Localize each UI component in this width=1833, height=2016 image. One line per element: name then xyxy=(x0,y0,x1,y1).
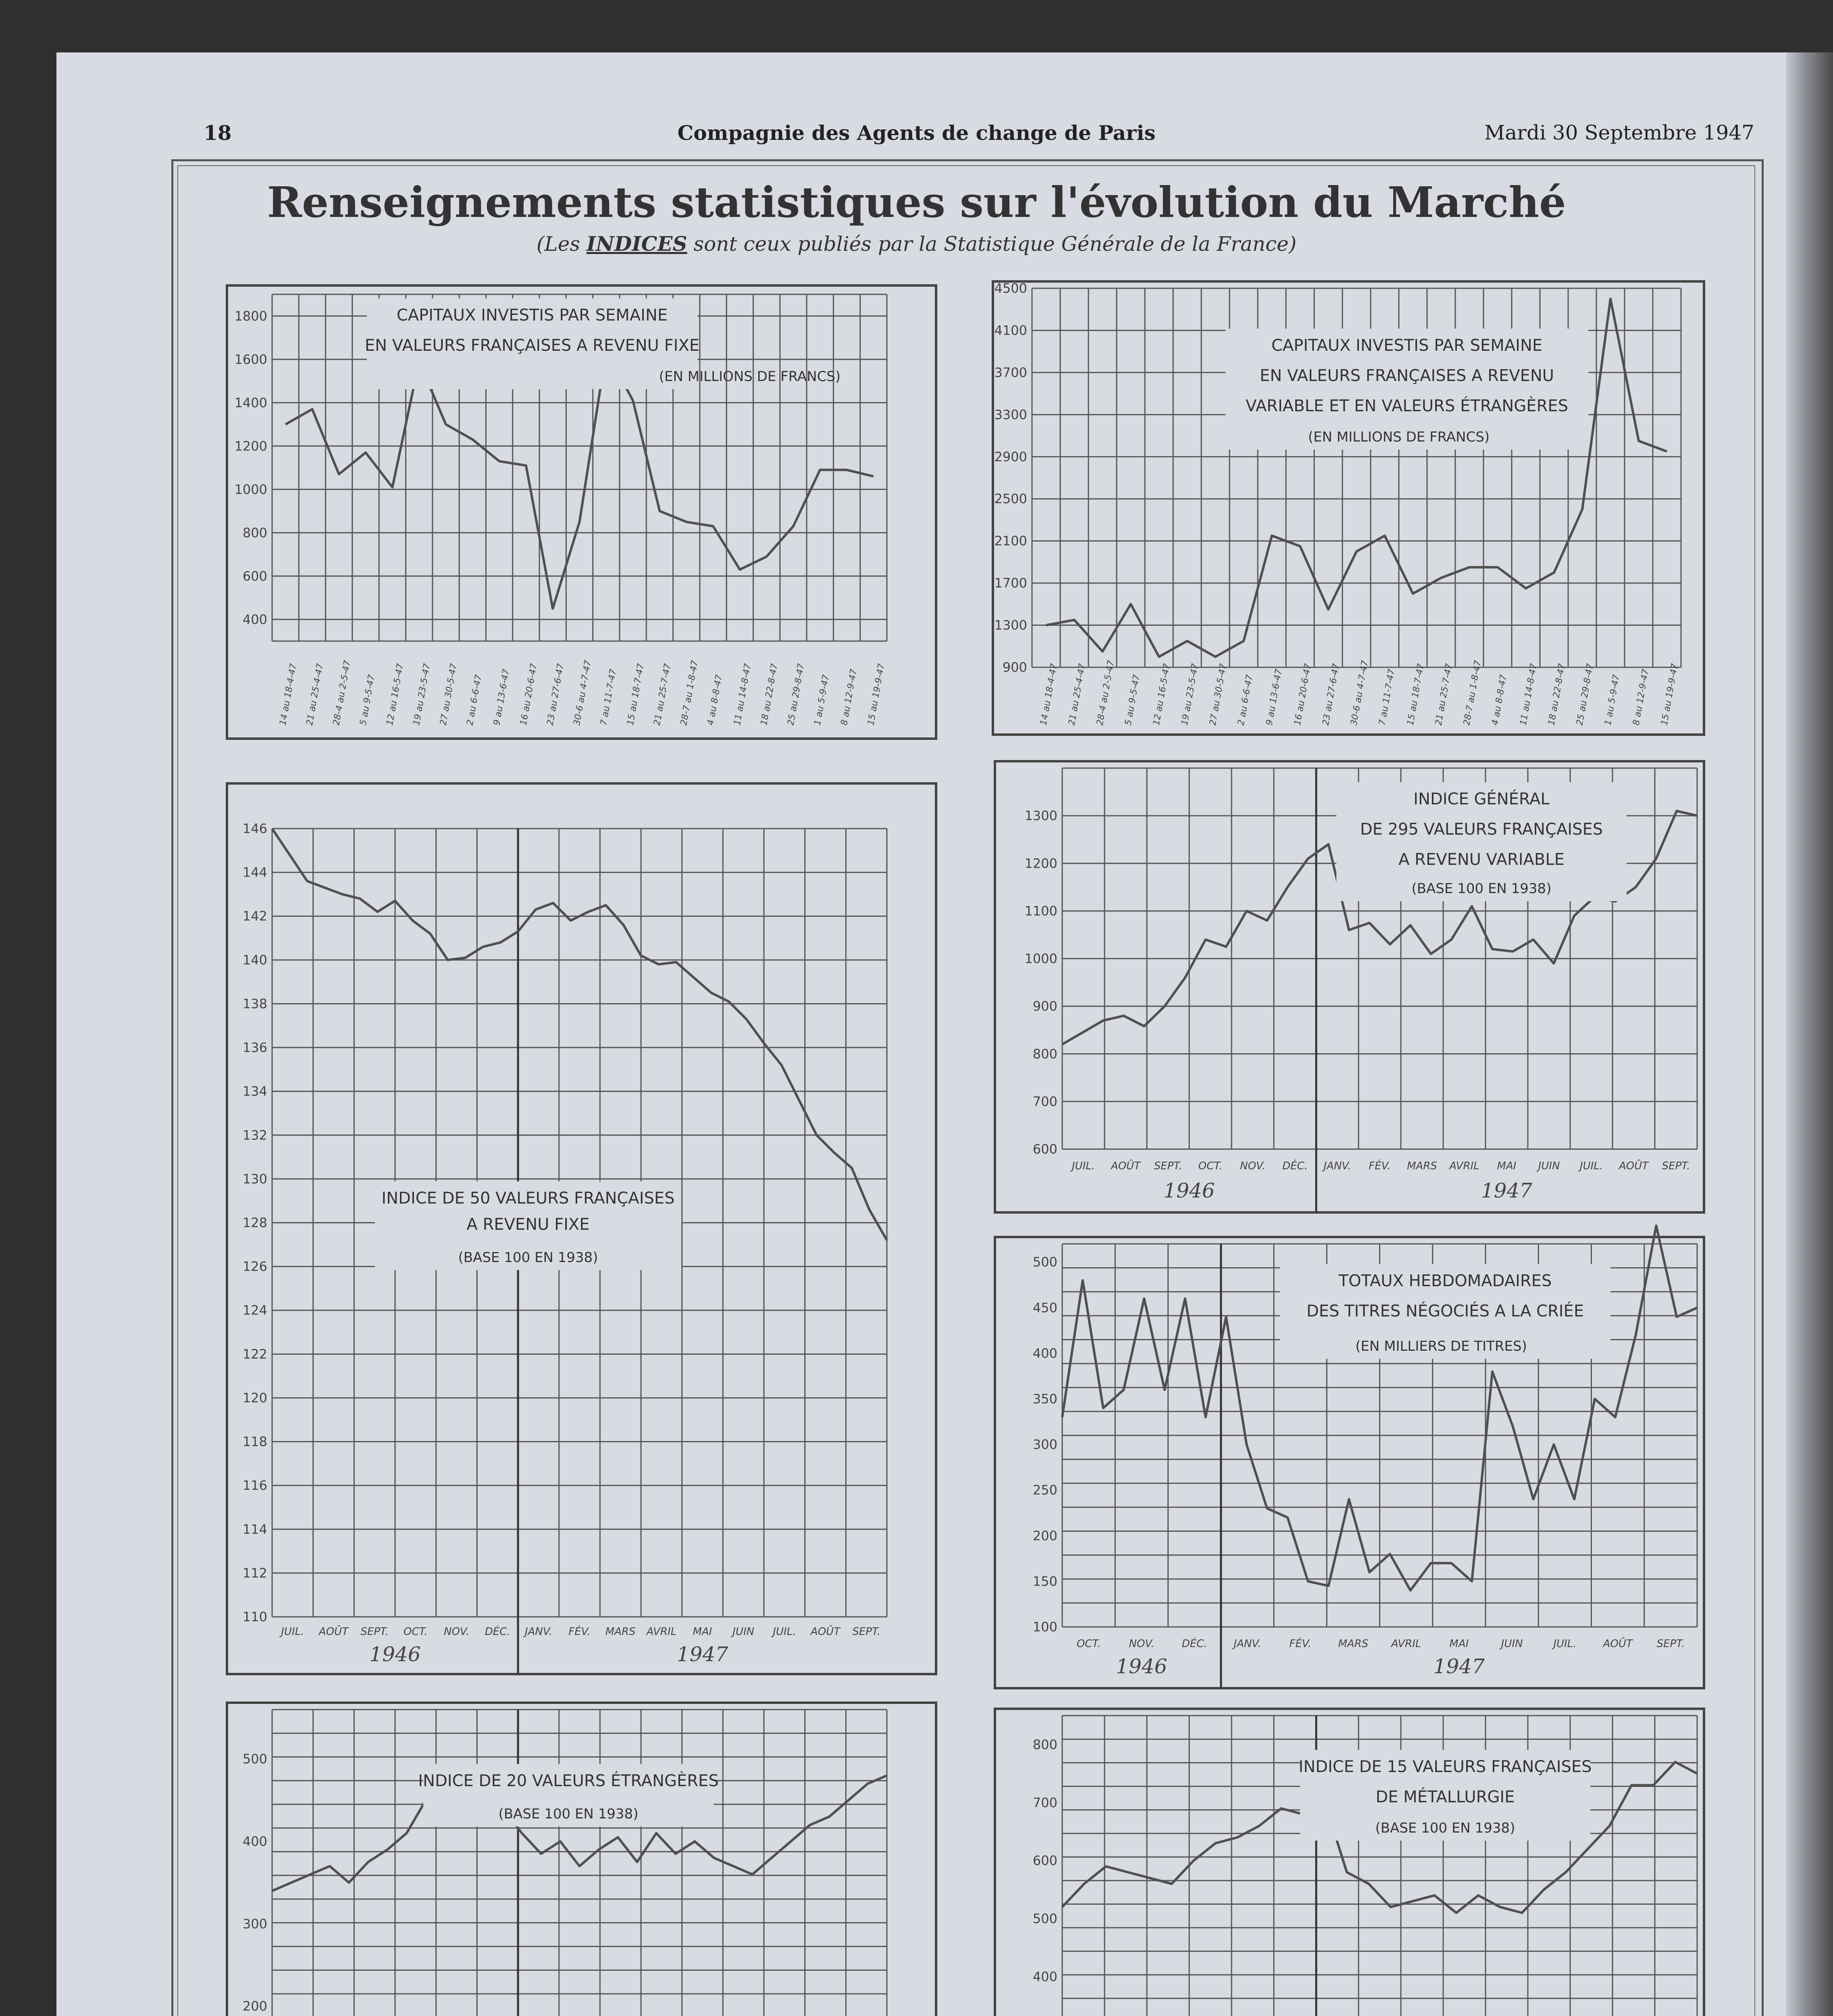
chart-subtitle: (BASE 100 EN 1938) xyxy=(1375,1820,1515,1836)
subtitle-after: sont ceux publiés par la Statistique Générale de la France) xyxy=(687,232,1297,256)
year-label: 1947 xyxy=(1481,1179,1533,1202)
week-label: 19 au 23-5-47 xyxy=(1180,662,1201,727)
month-label: DÉC. xyxy=(485,1626,510,1638)
y-tick-label: 1200 xyxy=(1024,856,1057,871)
chart-title-line: DE MÉTALLURGIE xyxy=(1375,1788,1515,1806)
y-tick-label: 200 xyxy=(242,1998,267,2014)
month-label: AVRIL xyxy=(1391,1638,1421,1650)
month-label: MAI xyxy=(1449,1638,1469,1650)
week-label: 21 au 25-7-47 xyxy=(1434,662,1454,727)
chart-title-line: DE 295 VALEURS FRANÇAISES xyxy=(1360,820,1603,839)
week-label: 7 au 11-7-47 xyxy=(599,668,619,727)
y-tick-label: 2100 xyxy=(994,533,1027,549)
week-label: 1 au 5-9-47 xyxy=(812,674,832,727)
y-tick-label: 300 xyxy=(1032,1437,1057,1452)
y-tick-label: 1000 xyxy=(1024,951,1057,966)
week-label: 21 au 25-4-47 xyxy=(1067,662,1088,727)
chart-title-line: DES TITRES NÉGOCIÉS A LA CRIÉE xyxy=(1306,1302,1584,1320)
chart-indice-50-fixe xyxy=(226,782,937,1675)
week-label: 5 au 9-5-47 xyxy=(1123,674,1142,727)
y-tick-label: 250 xyxy=(1032,1482,1057,1498)
y-tick-label: 500 xyxy=(1032,1911,1057,1926)
month-label: OCT. xyxy=(403,1626,428,1638)
y-tick-label: 800 xyxy=(242,525,267,541)
week-label: 2 au 6-6-47 xyxy=(1236,674,1255,727)
chart-capitaux-variable xyxy=(992,280,1705,736)
y-tick-label: 500 xyxy=(242,1751,267,1767)
week-label: 15 au 18-7-47 xyxy=(1405,662,1426,727)
y-tick-label: 132 xyxy=(242,1127,267,1143)
month-label: JUIL. xyxy=(1553,1638,1577,1650)
y-tick-label: 400 xyxy=(242,612,267,627)
publisher-header: Compagnie des Agents de change de Paris xyxy=(677,121,1156,145)
year-label: 1946 xyxy=(369,1643,421,1666)
month-label: JANV. xyxy=(1323,1160,1351,1172)
week-label: 28-4 au 2-5-47 xyxy=(1095,659,1117,727)
week-label: 23 au 27-6-47 xyxy=(1321,662,1342,727)
month-label: JUIL. xyxy=(1579,1160,1603,1172)
y-tick-label: 400 xyxy=(1032,1969,1057,1985)
y-tick-label: 600 xyxy=(1032,1141,1057,1157)
y-tick-label: 1800 xyxy=(234,308,267,324)
y-tick-label: 128 xyxy=(242,1215,267,1231)
y-tick-label: 350 xyxy=(1032,1391,1057,1407)
week-label: 2 au 6-6-47 xyxy=(465,674,484,727)
y-tick-label: 1000 xyxy=(234,481,267,497)
y-tick-label: 450 xyxy=(1032,1300,1057,1316)
chart-indice-15-metallurgie xyxy=(994,1708,1705,2016)
month-label: FÉV. xyxy=(1289,1638,1311,1650)
y-tick-label: 130 xyxy=(242,1171,267,1187)
month-label: SEPT. xyxy=(1662,1160,1690,1172)
week-label: 4 au 8-8-47 xyxy=(705,674,725,727)
month-label: AOÛT xyxy=(1619,1160,1649,1172)
week-label: 15 au 19-9-47 xyxy=(866,662,887,727)
month-label: JANV. xyxy=(524,1626,552,1638)
month-label: DÉC. xyxy=(1282,1160,1308,1172)
chart-title-line: A REVENU VARIABLE xyxy=(1398,850,1565,869)
chart-subtitle: (EN MILLIERS DE TITRES) xyxy=(1355,1338,1527,1354)
y-tick-label: 150 xyxy=(1032,1573,1057,1589)
y-tick-label: 142 xyxy=(242,908,267,924)
month-label: OCT. xyxy=(1198,1160,1223,1172)
y-tick-label: 2500 xyxy=(994,491,1027,507)
y-tick-label: 200 xyxy=(1032,1528,1057,1543)
chart-title-line: TOTAUX HEBDOMADAIRES xyxy=(1338,1272,1552,1290)
week-label: 28-4 au 2-5-47 xyxy=(331,659,353,727)
month-label: AOÛT xyxy=(1603,1638,1633,1650)
week-label: 16 au 20-6-47 xyxy=(518,662,539,727)
week-label: 23 au 27-6-47 xyxy=(545,662,566,727)
week-label: 11 au 14-8-47 xyxy=(1518,662,1539,727)
y-tick-label: 122 xyxy=(242,1346,267,1362)
y-tick-label: 3300 xyxy=(994,407,1027,423)
week-label: 15 au 19-9-47 xyxy=(1659,662,1680,727)
month-label: MAI xyxy=(1497,1160,1517,1172)
month-label: JUIN xyxy=(1501,1638,1523,1650)
week-label: 12 au 16-5-47 xyxy=(385,662,406,727)
month-label: AOÛT xyxy=(1111,1160,1141,1172)
chart-title-line: INDICE DE 50 VALEURS FRANÇAISES xyxy=(381,1189,675,1208)
month-label: FÉV. xyxy=(568,1626,591,1638)
month-label: JUIN xyxy=(732,1626,755,1638)
month-label: SEPT. xyxy=(1154,1160,1182,1172)
month-label: JUIL. xyxy=(773,1626,796,1638)
panel-frame xyxy=(227,1703,936,2016)
y-tick-label: 1300 xyxy=(994,617,1027,633)
page-title: Renseignements statistiques sur l'évolution du Marché xyxy=(267,177,1566,227)
y-tick-label: 400 xyxy=(242,1833,267,1849)
chart-subtitle: (BASE 100 EN 1938) xyxy=(458,1250,598,1266)
month-label: MARS xyxy=(605,1626,636,1638)
month-label: AOÛT xyxy=(810,1626,841,1638)
chart-subtitle: (EN MILLIONS DE FRANCS) xyxy=(659,369,841,385)
week-label: 7 au 11-7-47 xyxy=(1377,668,1397,727)
y-tick-label: 120 xyxy=(242,1390,267,1406)
chart-title-line: CAPITAUX INVESTIS PAR SEMAINE xyxy=(1271,336,1543,355)
subtitle-emphasis: INDICES xyxy=(586,232,687,256)
month-label: NOV. xyxy=(1129,1638,1155,1650)
y-tick-label: 800 xyxy=(1032,1737,1057,1752)
week-label: 21 au 25-4-47 xyxy=(304,662,326,727)
week-label: 28-7 au 1-8-47 xyxy=(679,659,700,727)
y-tick-label: 900 xyxy=(1032,998,1057,1014)
week-label: 15 au 18-7-47 xyxy=(625,662,646,727)
week-label: 12 au 16-5-47 xyxy=(1151,662,1172,727)
year-label: 1946 xyxy=(1163,1179,1215,1202)
chart-indice-295-variable xyxy=(994,760,1705,1214)
chart-title-line: CAPITAUX INVESTIS PAR SEMAINE xyxy=(396,306,668,325)
month-label: AVRIL xyxy=(646,1626,677,1638)
y-tick-label: 4500 xyxy=(994,281,1027,296)
chart-indice-20-etrangeres xyxy=(226,1702,937,2016)
y-tick-label: 4100 xyxy=(994,323,1027,338)
week-label: 16 au 20-6-47 xyxy=(1292,662,1313,727)
series-line xyxy=(285,351,874,609)
week-label: 27 au 30-5-47 xyxy=(438,662,459,727)
year-label: 1946 xyxy=(1116,1655,1167,1678)
week-label: 4 au 8-8-47 xyxy=(1490,674,1509,727)
week-label: 30-6 au 4-7-47 xyxy=(572,659,593,727)
chart-subtitle: (EN MILLIONS DE FRANCS) xyxy=(1308,429,1490,445)
week-label: 11 au 14-8-47 xyxy=(732,662,753,727)
week-label: 5 au 9-5-47 xyxy=(358,674,377,727)
year-label: 1947 xyxy=(1433,1655,1485,1678)
binding-spine xyxy=(1786,52,1833,2016)
y-tick-label: 114 xyxy=(242,1521,267,1537)
y-tick-label: 1600 xyxy=(234,352,267,367)
y-tick-label: 500 xyxy=(1032,1254,1057,1270)
year-label: 1947 xyxy=(676,1643,728,1666)
y-tick-label: 100 xyxy=(1032,1619,1057,1635)
week-label: 25 au 29-8-47 xyxy=(1575,662,1596,727)
y-tick-label: 124 xyxy=(242,1302,267,1318)
y-tick-label: 126 xyxy=(242,1259,267,1275)
chart-title-line: EN VALEURS FRANÇAISES A REVENU FIXE xyxy=(364,336,700,355)
month-label: MAI xyxy=(693,1626,712,1638)
y-tick-label: 146 xyxy=(242,821,267,836)
y-tick-label: 112 xyxy=(242,1565,267,1581)
month-label: SEPT. xyxy=(1656,1638,1685,1650)
month-label: NOV. xyxy=(444,1626,469,1638)
y-tick-label: 1100 xyxy=(1024,903,1057,919)
y-tick-label: 900 xyxy=(1002,660,1027,675)
y-tick-label: 116 xyxy=(242,1478,267,1493)
month-label: MARS xyxy=(1407,1160,1437,1172)
chart-title-line: INDICE DE 15 VALEURS FRANÇAISES xyxy=(1298,1758,1592,1776)
month-label: AVRIL xyxy=(1449,1160,1479,1172)
chart-subtitle: (BASE 100 EN 1938) xyxy=(1411,881,1552,897)
y-tick-label: 600 xyxy=(1032,1853,1057,1868)
y-tick-label: 800 xyxy=(1032,1046,1057,1062)
y-tick-label: 144 xyxy=(242,864,267,880)
subtitle-before: (Les xyxy=(536,232,587,256)
chart-capitaux-fixe xyxy=(226,284,937,740)
month-label: SEPT. xyxy=(360,1626,389,1638)
y-tick-label: 1400 xyxy=(234,395,267,410)
chart-title-line: VARIABLE ET EN VALEURS ÉTRANGÈRES xyxy=(1246,397,1568,415)
chart-subtitle: (BASE 100 EN 1938) xyxy=(498,1806,639,1822)
week-label: 8 au 12-9-47 xyxy=(839,668,859,727)
week-label: 14 au 18-4-47 xyxy=(278,662,299,727)
y-tick-label: 400 xyxy=(1032,1345,1057,1361)
month-label: AOÛT xyxy=(318,1626,349,1638)
y-tick-label: 700 xyxy=(1032,1795,1057,1810)
month-label: JUIL. xyxy=(281,1626,304,1638)
y-tick-label: 1300 xyxy=(1024,808,1057,824)
week-label: 30-6 au 4-7-47 xyxy=(1349,659,1371,727)
week-label: 9 au 13-6-47 xyxy=(491,668,512,727)
week-label: 18 au 22-8-47 xyxy=(1546,662,1567,727)
page-subtitle xyxy=(0,232,1833,256)
month-label: DÉC. xyxy=(1182,1638,1207,1650)
y-tick-label: 118 xyxy=(242,1434,267,1450)
week-label: 14 au 18-4-47 xyxy=(1038,662,1059,727)
y-tick-label: 134 xyxy=(242,1083,267,1099)
month-label: NOV. xyxy=(1240,1160,1265,1172)
chart-title-line: EN VALEURS FRANÇAISES A REVENU xyxy=(1259,367,1554,385)
y-tick-label: 1700 xyxy=(994,575,1027,591)
chart-title-line: INDICE DE 20 VALEURS ÉTRANGÈRES xyxy=(418,1772,719,1790)
week-label: 28-7 au 1-8-47 xyxy=(1462,659,1483,727)
y-tick-label: 700 xyxy=(1032,1093,1057,1109)
week-label: 21 au 25-7-47 xyxy=(652,662,673,727)
month-label: JUIN xyxy=(1538,1160,1560,1172)
month-label: JANV. xyxy=(1234,1638,1261,1650)
week-label: 27 au 30-5-47 xyxy=(1208,662,1229,727)
month-label: OCT. xyxy=(1076,1638,1101,1650)
issue-date: Mardi 30 Septembre 1947 xyxy=(1484,121,1754,144)
month-label: SEPT. xyxy=(852,1626,881,1638)
week-label: 8 au 12-9-47 xyxy=(1631,668,1651,727)
month-label: MARS xyxy=(1338,1638,1369,1650)
week-label: 19 au 23-5-47 xyxy=(411,662,433,727)
month-label: FÉV. xyxy=(1369,1160,1391,1172)
page-number: 18 xyxy=(204,121,232,145)
y-tick-label: 3700 xyxy=(994,364,1027,380)
y-tick-label: 110 xyxy=(242,1609,267,1624)
y-tick-label: 136 xyxy=(242,1040,267,1056)
y-tick-label: 600 xyxy=(242,568,267,584)
week-label: 9 au 13-6-47 xyxy=(1264,668,1284,727)
y-tick-label: 1200 xyxy=(234,438,267,454)
chart-totaux-hebdo xyxy=(994,1236,1705,1689)
y-tick-label: 138 xyxy=(242,996,267,1012)
week-label: 1 au 5-9-47 xyxy=(1603,674,1622,727)
month-label: JUIL. xyxy=(1072,1160,1095,1172)
week-label: 18 au 22-8-47 xyxy=(759,662,780,727)
week-label: 25 au 29-8-47 xyxy=(786,662,807,727)
chart-title-line: INDICE GÉNÉRAL xyxy=(1413,790,1550,808)
y-tick-label: 2900 xyxy=(994,449,1027,464)
y-tick-label: 140 xyxy=(242,952,267,968)
y-tick-label: 300 xyxy=(242,1916,267,1932)
chart-title-line: A REVENU FIXE xyxy=(466,1215,590,1234)
